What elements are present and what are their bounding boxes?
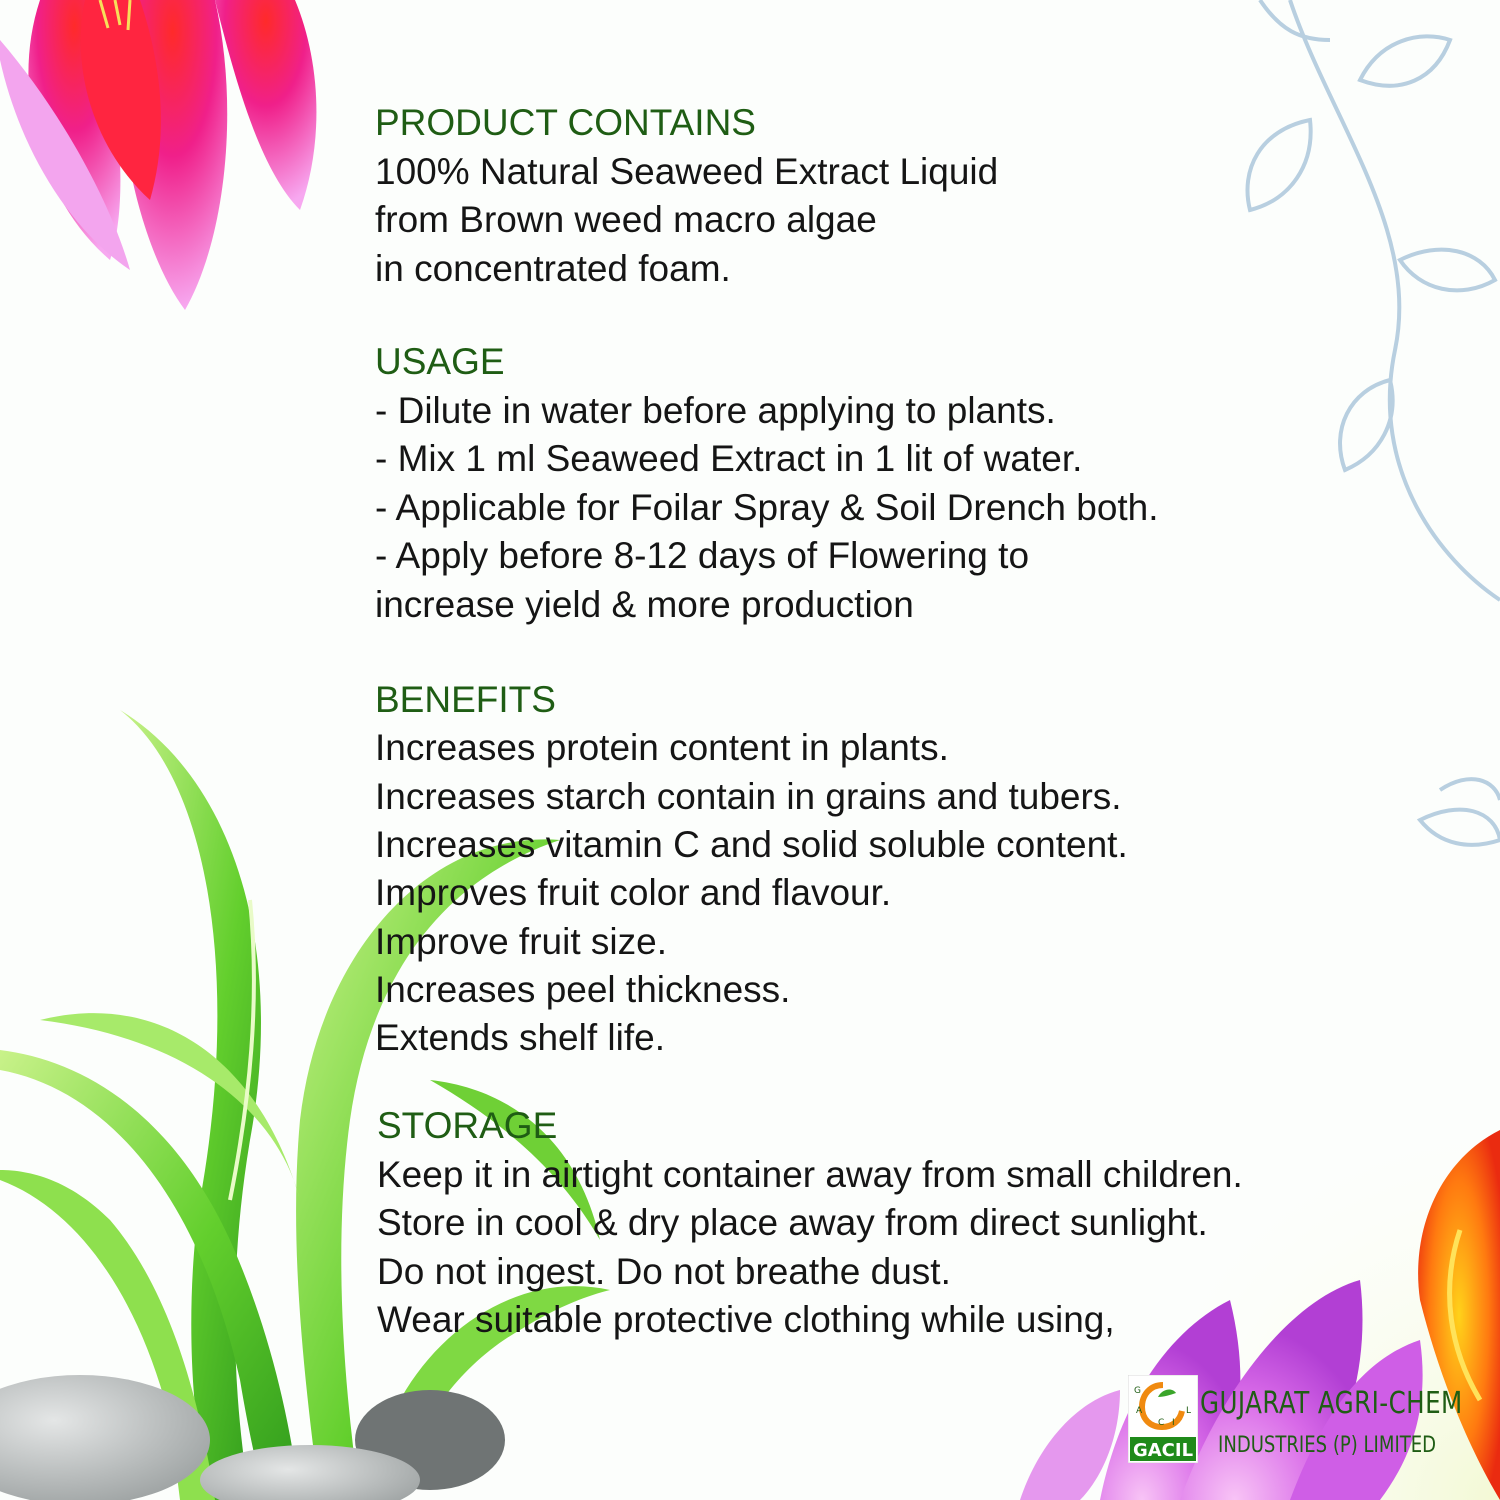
benefits-line: Increases peel thickness. [375,969,791,1010]
product-contains-line: in concentrated foam. [375,248,731,289]
usage-line: - Dilute in water before applying to plants. [375,390,1056,431]
storage-line: Wear suitable protective clothing while using, [377,1299,1115,1340]
company-name: GUJARAT AGRI-CHEM [1200,1386,1463,1421]
logo-mark-letter: C [1158,1418,1165,1428]
gacil-logo-icon [1128,1375,1198,1463]
product-contains-line: from Brown weed macro algae [375,199,877,240]
section-heading-product-contains: PRODUCT CONTAINS [375,102,756,143]
company-subtitle: INDUSTRIES (P) LIMITED [1218,1433,1437,1458]
product-contains-line: 100% Natural Seaweed Extract Liquid [375,151,999,192]
benefits-line: Increases protein content in plants. [375,727,949,768]
storage-line: Do not ingest. Do not breathe dust. [377,1251,951,1292]
usage-line: - Mix 1 ml Seaweed Extract in 1 lit of water. [375,438,1083,479]
usage-line: increase yield & more production [375,584,914,625]
usage-line: - Apply before 8-12 days of Flowering to [375,535,1030,576]
storage-line: Store in cool & dry place away from direct sunlight. [377,1202,1208,1243]
benefits-line: Improves fruit color and flavour. [375,872,892,913]
usage-line: - Applicable for Foilar Spray & Soil Drench both. [375,487,1159,528]
company-logo [1128,1375,1463,1465]
storage-line: Keep it in airtight container away from small children. [377,1154,1243,1195]
benefits-line: Increases vitamin C and solid soluble content. [375,824,1128,865]
logo-mark-letter: G [1134,1386,1141,1396]
section-heading-storage: STORAGE [377,1105,558,1146]
benefits-line: Improve fruit size. [375,921,667,962]
section-heading-usage: USAGE [375,341,505,382]
logo-mark-letter: A [1136,1406,1143,1416]
benefits-line: Extends shelf life. [375,1017,665,1058]
logo-mark-text: GACIL [1132,1440,1194,1461]
section-heading-benefits: BENEFITS [375,679,556,720]
logo-mark-letter: L [1186,1406,1192,1416]
benefits-line: Increases starch contain in grains and tubers. [375,776,1122,817]
logo-mark-letter: I [1172,1418,1175,1428]
